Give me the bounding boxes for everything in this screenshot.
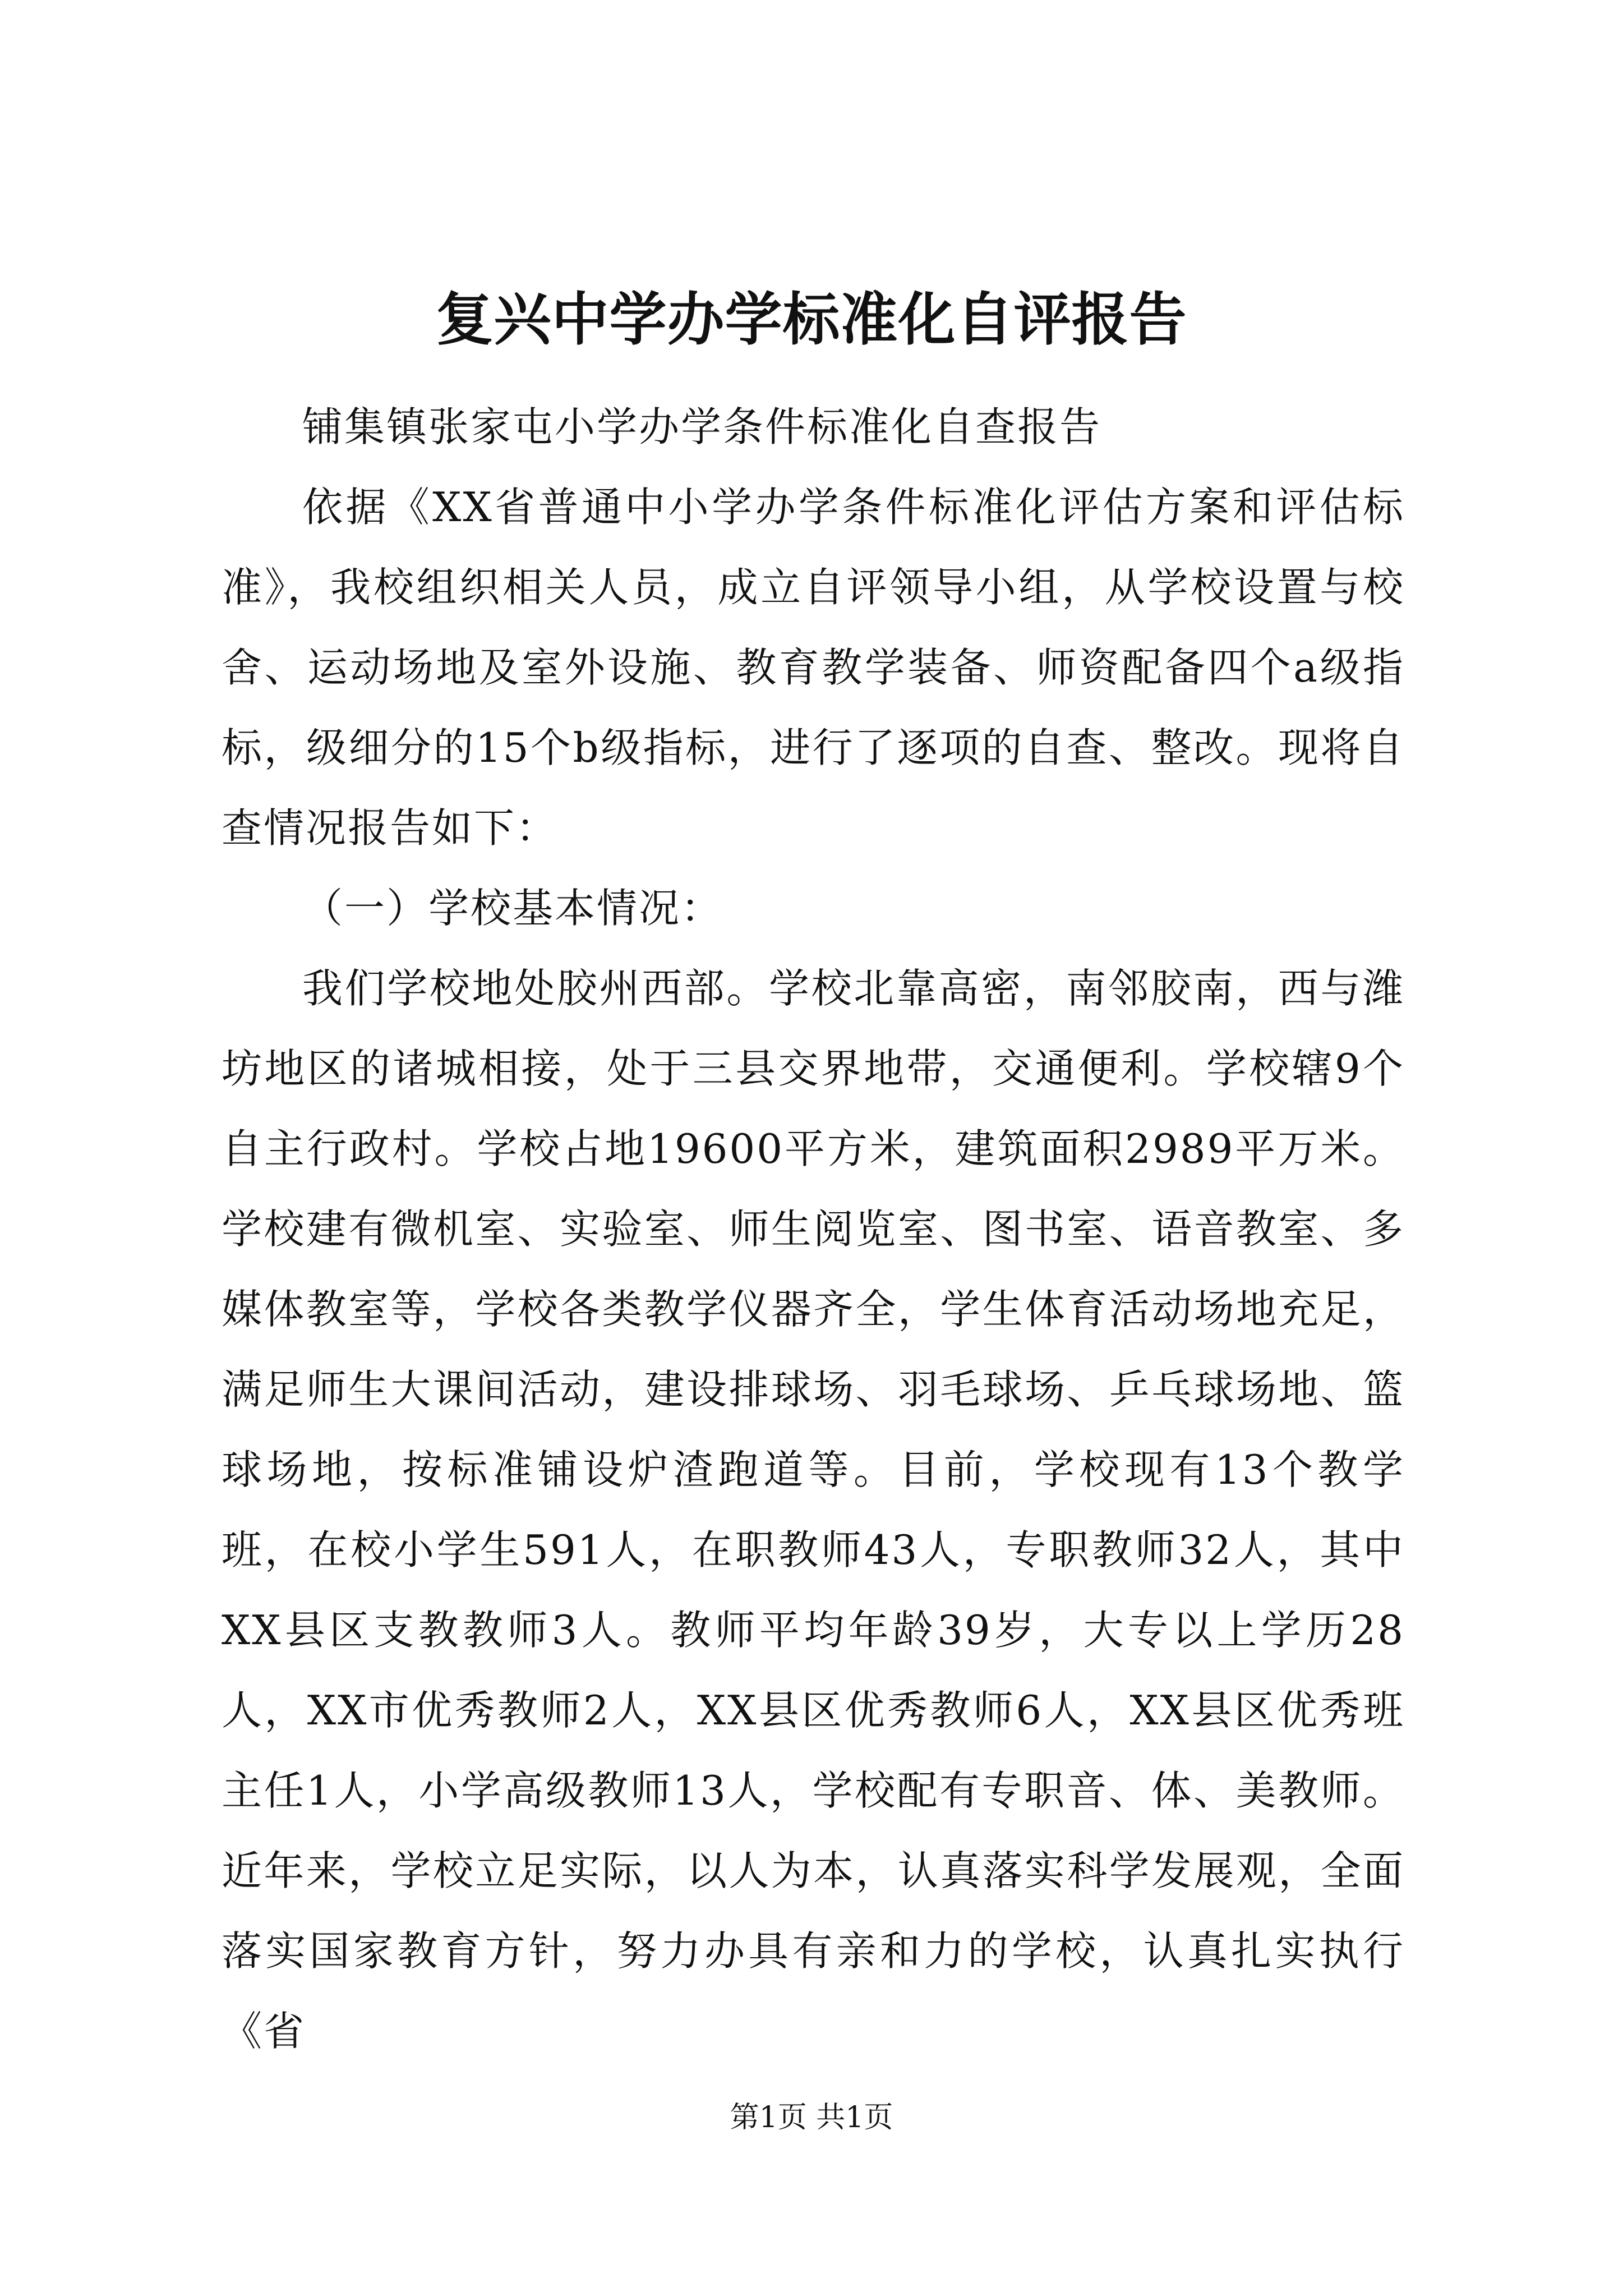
body-paragraph: 我们学校地处胶州西部。学校北靠高密，南邻胶南，西与潍坊地区的诸城相接，处于三县交界地带，交通便利。学校辖9个自主行政村。学校占地19600平方米，建筑面积2989平万米。学校建有微机室、实验室、师生阅览室、图书室、语音教室、多媒体教室等，学校各类教学仪器齐全，学生体育活动场地充足，满足师生大课间活动，建设排球场、羽毛球场、乒乓球场地、篮球场地，按标准铺设炉渣跑道等。目前，学校现有13个教学班，在校小学生591人，在职教师43人，专职教师32人，其中XX县区支教教师3人。教师平均年龄39岁，大专以上学历28人，XX市优秀教师2人，XX县区优秀教师6人，XX县区优秀班主任1人，小学高级教师13人，学校配有专职音、体、美教师。近年来，学校立足实际，以人为本，认真落实科学发展观，全面落实国家教育方针，努力办具有亲和力的学校，认真扎实执行《省	[222, 965, 1405, 2055]
document-title: 复兴中学办学标准化自评报告	[436, 286, 1187, 353]
intro-paragraph: 依据《XX省普通中小学办学条件标准化评估方案和评估标准》，我校组织相关人员，成立自评领导小组，从学校设置与校舍、运动场地及室外设施、教育教学装备、师资配备四个a级指标，级细分的15个b级指标，进行了逐项的自查、整改。现将自查情况报告如下：	[222, 484, 1405, 852]
document-body	[222, 387, 1405, 2072]
page-footer: 第1页 共1页	[730, 2101, 893, 2134]
subtitle-paragraph: 铺集镇张家屯小学办学条件标准化自查报告	[302, 403, 1102, 450]
section-heading: （一）学校基本情况：	[302, 885, 723, 932]
